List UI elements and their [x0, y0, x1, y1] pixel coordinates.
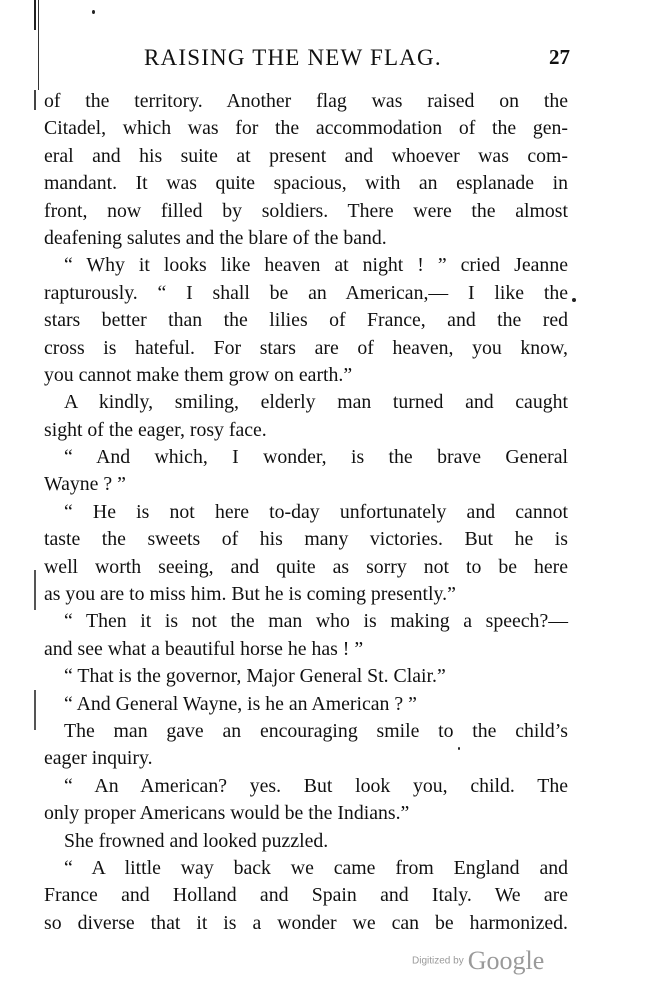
text-line: “ That is the governor, Major General St. Clair.” — [64, 665, 446, 688]
print-speck — [92, 10, 95, 14]
text-line: Wayne ? ” — [44, 473, 126, 496]
text-line: deafening salutes and the blare of the band. — [44, 226, 387, 249]
text-line: “ A little way back we came from England and — [64, 856, 568, 879]
text-line: well worth seeing, and quite as sorry not to be here — [44, 555, 568, 578]
text-line: only proper Americans would be the Indians.” — [44, 802, 410, 825]
page-number: 27 — [549, 45, 570, 69]
text-line: and see what a beautiful horse he has ! ” — [44, 637, 364, 660]
text-line: Citadel, which was for the accommodation of the gen- — [44, 117, 568, 140]
text-line: you cannot make them grow on earth.” — [44, 363, 353, 386]
body-text — [44, 88, 568, 937]
print-speck — [572, 298, 576, 302]
text-line: so diverse that it is a wonder we can be harmonized. — [44, 911, 568, 934]
running-title: RAISING THE NEW FLAG. — [144, 45, 442, 70]
text-line: rapturously. “ I shall be an American,— I like the — [44, 281, 568, 304]
text-line: “ Why it looks like heaven at night ! ” cried Jeanne — [64, 254, 568, 277]
text-line: as you are to miss him. But he is coming presently.” — [44, 583, 456, 606]
text-line: The man gave an encouraging smile to the child’s — [64, 719, 568, 742]
text-line: taste the sweets of his many victories. But he is — [44, 528, 568, 551]
text-line: of the territory. Another flag was raised on the — [44, 90, 568, 112]
page-gutter-edge — [34, 0, 36, 1000]
text-line: A kindly, smiling, elderly man turned and caught — [64, 391, 568, 414]
text-line: “ And which, I wonder, is the brave General — [64, 446, 568, 469]
text-line: front, now filled by soldiers. There were the almost — [44, 199, 568, 222]
watermark-brand: Google — [467, 946, 545, 975]
page-header — [40, 45, 570, 75]
text-line: “ He is not here to-day unfortunately and cannot — [64, 500, 568, 523]
digitized-watermark — [412, 946, 544, 976]
text-line: “ An American? yes. But look you, child. The — [64, 774, 568, 797]
text-line: cross is hateful. For stars are of heaven, you know, — [44, 336, 568, 359]
text-line: stars better than the lilies of France, and the red — [44, 309, 568, 332]
text-line: sight of the eager, rosy face. — [44, 418, 267, 441]
text-line: “ And General Wayne, is he an American ? ” — [64, 692, 417, 715]
text-line: She frowned and looked puzzled. — [64, 829, 329, 852]
text-line: eager inquiry. — [44, 747, 153, 770]
text-line: France and Holland and Spain and Italy. We are — [44, 884, 568, 907]
text-line: mandant. It was quite spacious, with an esplanade in — [44, 172, 568, 195]
watermark-prefix: Digitized by — [412, 955, 464, 967]
page-gutter-edge-top — [38, 0, 39, 90]
text-line: eral and his suite at present and whoever was com- — [44, 144, 568, 167]
text-line: “ Then it is not the man who is making a speech?— — [64, 610, 568, 633]
